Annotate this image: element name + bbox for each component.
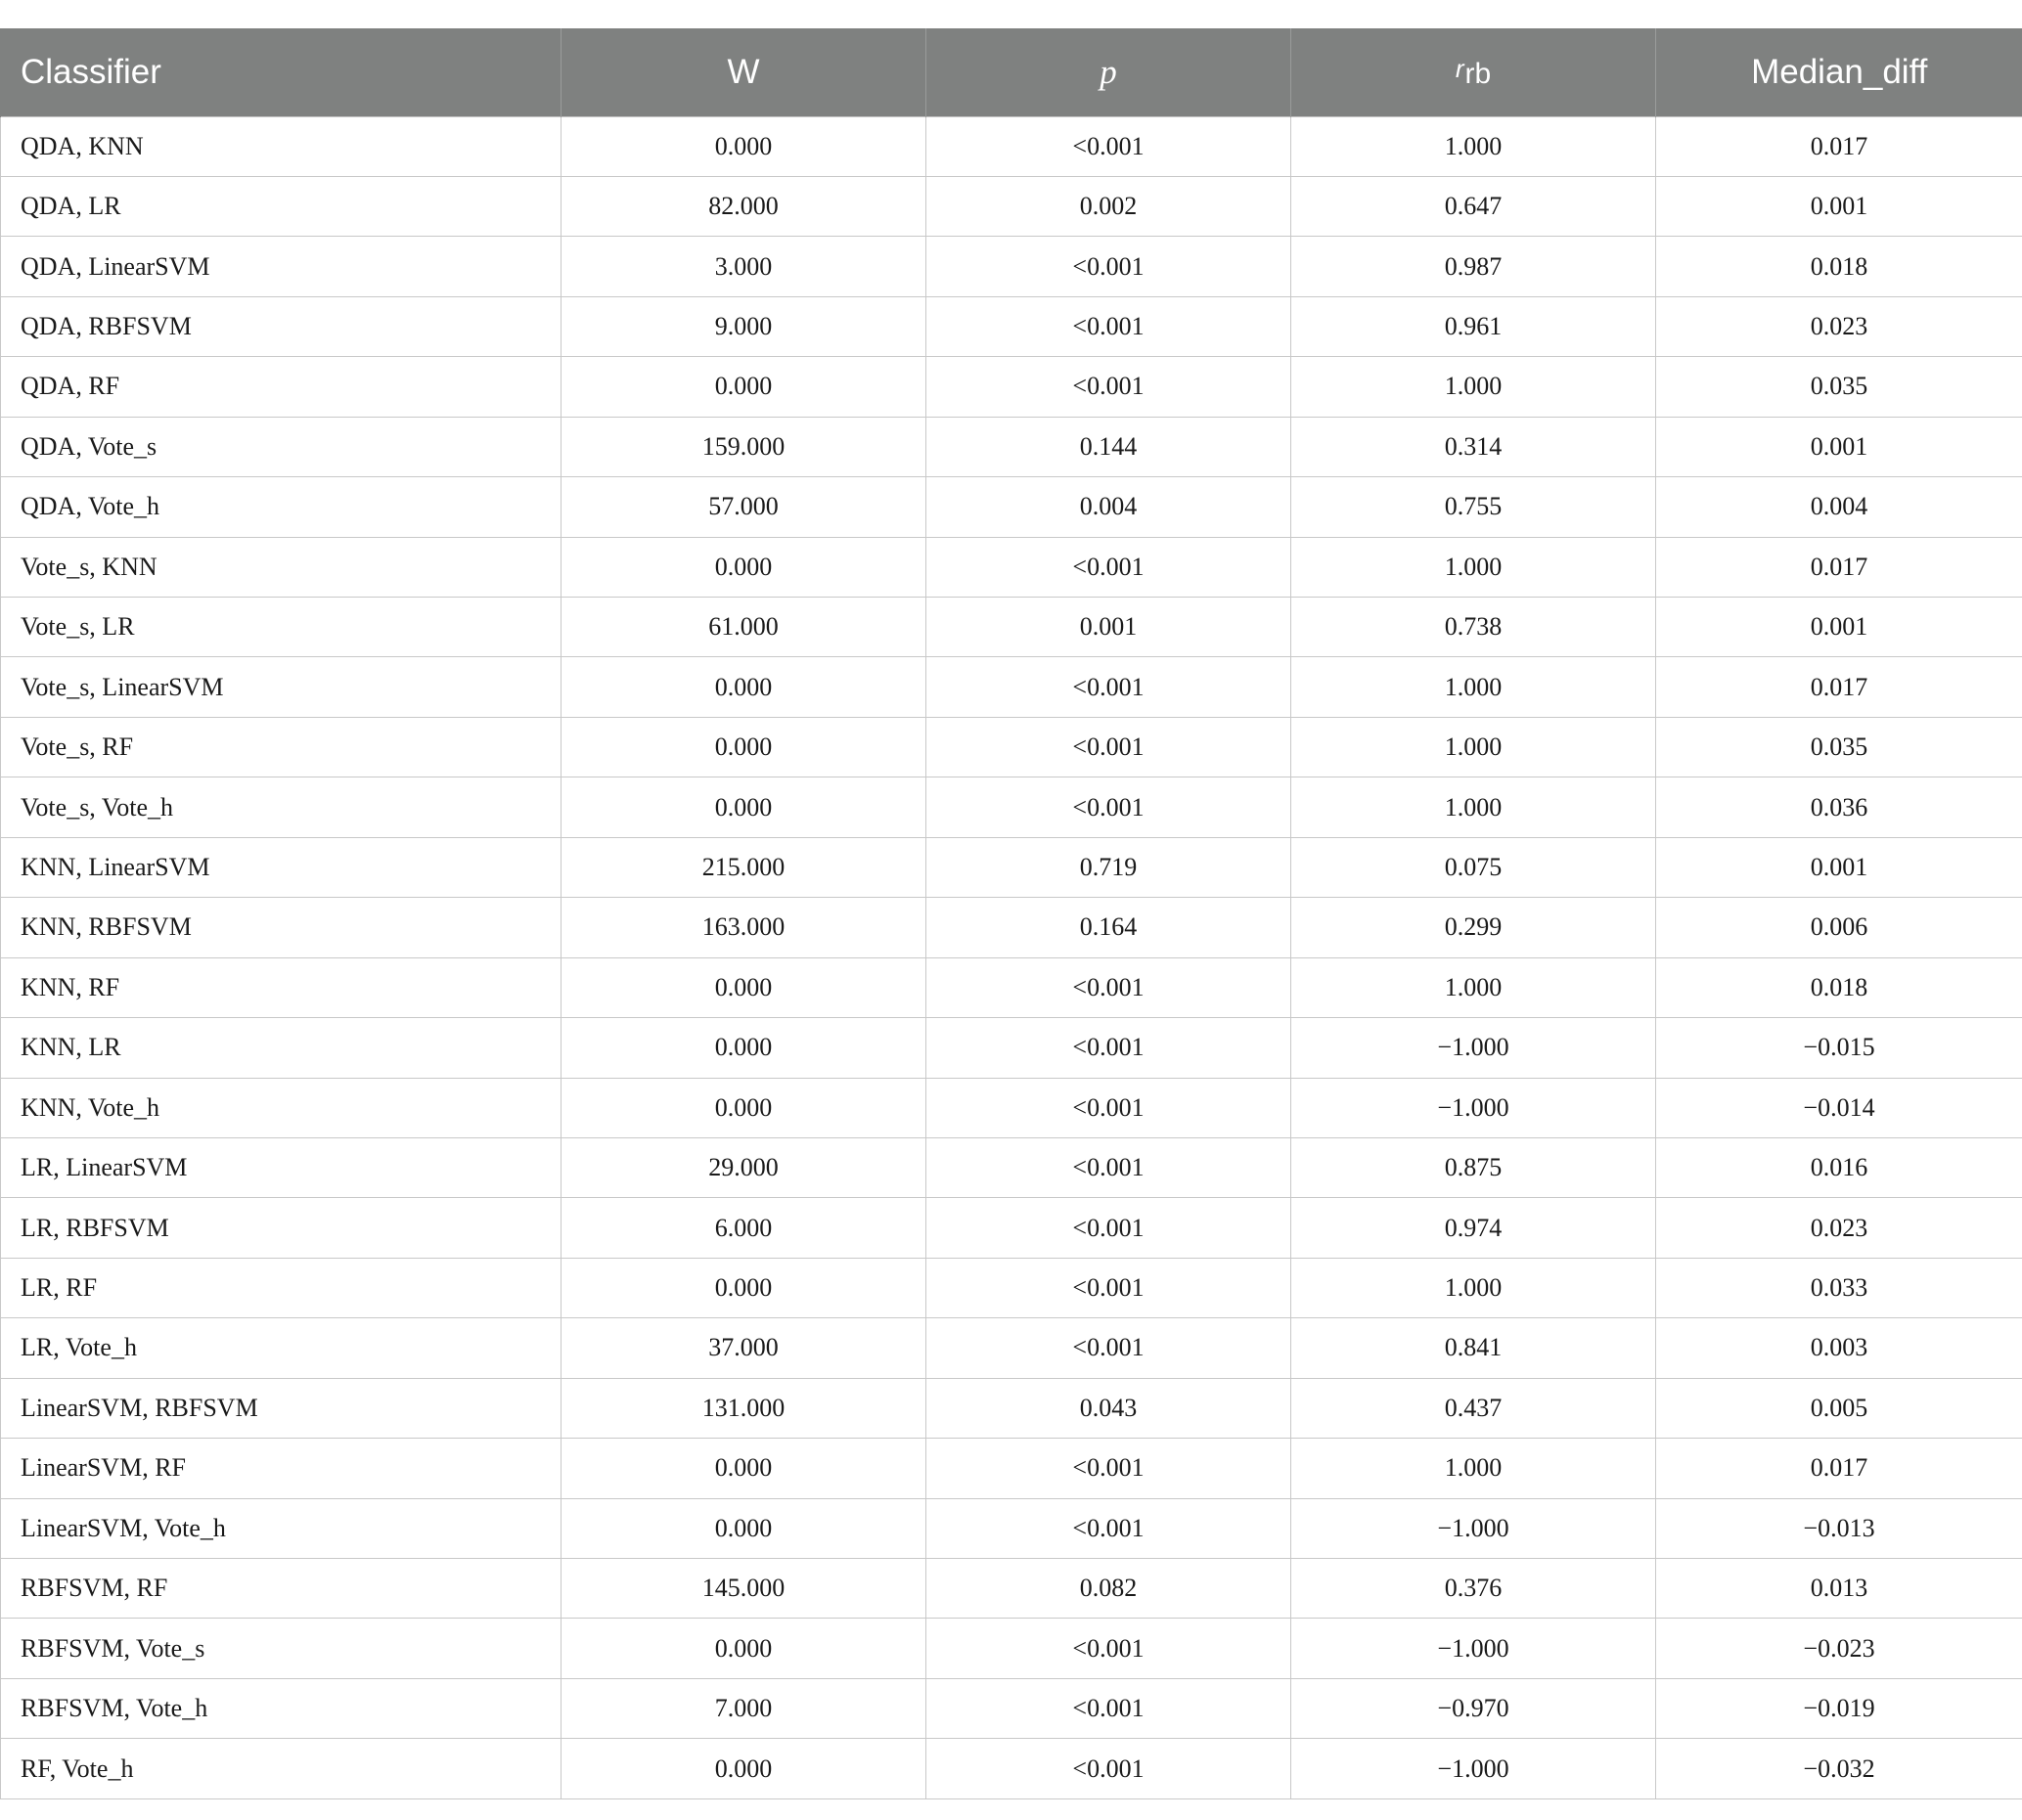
cell-p: <0.001	[926, 237, 1291, 296]
cell-classifier: QDA, LR	[1, 176, 562, 236]
cell-median-diff: 0.001	[1656, 598, 2022, 657]
cell-classifier: QDA, RF	[1, 357, 562, 417]
cell-rrb: 1.000	[1291, 116, 1656, 176]
table-header	[1, 28, 2022, 116]
header-w: W	[562, 28, 926, 116]
cell-w: 0.000	[562, 777, 926, 837]
cell-p: <0.001	[926, 1318, 1291, 1378]
cell-median-diff: −0.019	[1656, 1678, 2022, 1738]
cell-rrb: 0.738	[1291, 598, 1656, 657]
table-row	[1, 116, 2022, 176]
cell-classifier: QDA, Vote_s	[1, 417, 562, 476]
cell-classifier: LR, LinearSVM	[1, 1137, 562, 1197]
cell-p: <0.001	[926, 296, 1291, 356]
cell-w: 159.000	[562, 417, 926, 476]
cell-median-diff: 0.001	[1656, 417, 2022, 476]
cell-median-diff: 0.036	[1656, 777, 2022, 837]
cell-p: <0.001	[926, 1078, 1291, 1137]
cell-p: 0.164	[926, 898, 1291, 957]
cell-rrb: 0.075	[1291, 837, 1656, 897]
cell-w: 37.000	[562, 1318, 926, 1378]
cell-median-diff: 0.018	[1656, 237, 2022, 296]
table-row	[1, 1439, 2022, 1498]
table-row	[1, 1318, 2022, 1378]
cell-classifier: LR, Vote_h	[1, 1318, 562, 1378]
cell-p: 0.043	[926, 1378, 1291, 1438]
table-row	[1, 1258, 2022, 1317]
cell-rrb: −1.000	[1291, 1739, 1656, 1798]
table-row	[1, 777, 2022, 837]
cell-w: 9.000	[562, 296, 926, 356]
cell-w: 0.000	[562, 1619, 926, 1678]
cell-rrb: 1.000	[1291, 657, 1656, 717]
cell-median-diff: −0.015	[1656, 1018, 2022, 1078]
cell-p: 0.719	[926, 837, 1291, 897]
cell-median-diff: 0.006	[1656, 898, 2022, 957]
cell-w: 61.000	[562, 598, 926, 657]
cell-p: 0.004	[926, 477, 1291, 537]
header-row	[1, 28, 2022, 116]
cell-p: <0.001	[926, 537, 1291, 597]
cell-classifier: KNN, Vote_h	[1, 1078, 562, 1137]
cell-classifier: LinearSVM, RBFSVM	[1, 1378, 562, 1438]
cell-classifier: RBFSVM, Vote_h	[1, 1678, 562, 1738]
cell-median-diff: 0.018	[1656, 957, 2022, 1017]
cell-rrb: 0.437	[1291, 1378, 1656, 1438]
cell-w: 0.000	[562, 1439, 926, 1498]
cell-rrb: 1.000	[1291, 1258, 1656, 1317]
results-table-container	[0, 28, 2022, 1799]
cell-median-diff: 0.017	[1656, 537, 2022, 597]
cell-p: <0.001	[926, 1439, 1291, 1498]
cell-w: 0.000	[562, 1739, 926, 1798]
table-row	[1, 1498, 2022, 1558]
cell-rrb: 0.841	[1291, 1318, 1656, 1378]
cell-median-diff: 0.017	[1656, 116, 2022, 176]
cell-median-diff: 0.023	[1656, 1198, 2022, 1258]
table-row	[1, 1378, 2022, 1438]
cell-rrb: 0.376	[1291, 1559, 1656, 1619]
cell-w: 29.000	[562, 1137, 926, 1197]
cell-p: 0.144	[926, 417, 1291, 476]
cell-w: 131.000	[562, 1378, 926, 1438]
cell-classifier: Vote_s, LinearSVM	[1, 657, 562, 717]
cell-classifier: RBFSVM, RF	[1, 1559, 562, 1619]
cell-median-diff: −0.014	[1656, 1078, 2022, 1137]
table-row	[1, 1619, 2022, 1678]
table-body	[1, 116, 2022, 1798]
cell-w: 0.000	[562, 957, 926, 1017]
cell-w: 7.000	[562, 1678, 926, 1738]
table-row	[1, 837, 2022, 897]
cell-p: <0.001	[926, 116, 1291, 176]
cell-w: 0.000	[562, 657, 926, 717]
cell-median-diff: 0.023	[1656, 296, 2022, 356]
cell-classifier: QDA, KNN	[1, 116, 562, 176]
cell-rrb: 0.974	[1291, 1198, 1656, 1258]
table-row	[1, 717, 2022, 777]
cell-classifier: KNN, RF	[1, 957, 562, 1017]
cell-rrb: 0.314	[1291, 417, 1656, 476]
table-row	[1, 537, 2022, 597]
header-rrb-subscript: rb	[1464, 57, 1492, 90]
cell-median-diff: 0.017	[1656, 1439, 2022, 1498]
cell-p: <0.001	[926, 1619, 1291, 1678]
cell-w: 145.000	[562, 1559, 926, 1619]
cell-w: 0.000	[562, 537, 926, 597]
cell-classifier: Vote_s, LR	[1, 598, 562, 657]
cell-p: <0.001	[926, 1137, 1291, 1197]
cell-p: <0.001	[926, 1258, 1291, 1317]
cell-w: 0.000	[562, 717, 926, 777]
cell-p: 0.082	[926, 1559, 1291, 1619]
cell-rrb: 1.000	[1291, 357, 1656, 417]
cell-classifier: LR, RF	[1, 1258, 562, 1317]
cell-rrb: 1.000	[1291, 537, 1656, 597]
cell-rrb: −1.000	[1291, 1619, 1656, 1678]
table-row	[1, 1559, 2022, 1619]
cell-p: <0.001	[926, 1739, 1291, 1798]
cell-w: 215.000	[562, 837, 926, 897]
cell-rrb: 0.987	[1291, 237, 1656, 296]
table-row	[1, 237, 2022, 296]
cell-classifier: KNN, LinearSVM	[1, 837, 562, 897]
cell-rrb: 0.875	[1291, 1137, 1656, 1197]
table-row	[1, 1678, 2022, 1738]
cell-w: 0.000	[562, 116, 926, 176]
cell-p: <0.001	[926, 717, 1291, 777]
cell-rrb: 0.961	[1291, 296, 1656, 356]
table-row	[1, 176, 2022, 236]
cell-median-diff: 0.001	[1656, 176, 2022, 236]
table-row	[1, 477, 2022, 537]
cell-p: <0.001	[926, 1018, 1291, 1078]
cell-w: 3.000	[562, 237, 926, 296]
cell-p: <0.001	[926, 957, 1291, 1017]
cell-p: <0.001	[926, 357, 1291, 417]
table-row	[1, 1078, 2022, 1137]
cell-w: 6.000	[562, 1198, 926, 1258]
cell-w: 163.000	[562, 898, 926, 957]
cell-median-diff: 0.035	[1656, 717, 2022, 777]
table-row	[1, 296, 2022, 356]
cell-median-diff: 0.035	[1656, 357, 2022, 417]
wilcoxon-results-table	[0, 28, 2022, 1799]
table-row	[1, 1739, 2022, 1798]
table-row	[1, 657, 2022, 717]
cell-w: 0.000	[562, 1078, 926, 1137]
cell-classifier: RBFSVM, Vote_s	[1, 1619, 562, 1678]
cell-classifier: Vote_s, Vote_h	[1, 777, 562, 837]
cell-w: 82.000	[562, 176, 926, 236]
header-p: p	[926, 28, 1291, 116]
header-rrb	[1291, 28, 1656, 116]
cell-classifier: KNN, RBFSVM	[1, 898, 562, 957]
cell-rrb: −1.000	[1291, 1078, 1656, 1137]
cell-w: 0.000	[562, 357, 926, 417]
cell-median-diff: 0.003	[1656, 1318, 2022, 1378]
cell-rrb: 1.000	[1291, 717, 1656, 777]
cell-p: <0.001	[926, 1198, 1291, 1258]
cell-rrb: 0.647	[1291, 176, 1656, 236]
cell-p: 0.002	[926, 176, 1291, 236]
cell-median-diff: −0.032	[1656, 1739, 2022, 1798]
header-classifier: Classifier	[1, 28, 562, 116]
table-row	[1, 1198, 2022, 1258]
cell-classifier: RF, Vote_h	[1, 1739, 562, 1798]
cell-median-diff: 0.016	[1656, 1137, 2022, 1197]
cell-rrb: −0.970	[1291, 1678, 1656, 1738]
cell-classifier: QDA, Vote_h	[1, 477, 562, 537]
cell-rrb: 1.000	[1291, 1439, 1656, 1498]
header-median-diff: Median_diff	[1656, 28, 2022, 116]
cell-p: <0.001	[926, 1678, 1291, 1738]
table-row	[1, 357, 2022, 417]
cell-rrb: 0.755	[1291, 477, 1656, 537]
cell-p: 0.001	[926, 598, 1291, 657]
cell-classifier: LR, RBFSVM	[1, 1198, 562, 1258]
cell-w: 0.000	[562, 1498, 926, 1558]
cell-median-diff: 0.004	[1656, 477, 2022, 537]
cell-classifier: LinearSVM, Vote_h	[1, 1498, 562, 1558]
cell-classifier: QDA, RBFSVM	[1, 296, 562, 356]
header-rrb-symbol: r	[1455, 53, 1464, 83]
cell-median-diff: 0.005	[1656, 1378, 2022, 1438]
cell-w: 0.000	[562, 1018, 926, 1078]
cell-median-diff: 0.033	[1656, 1258, 2022, 1317]
cell-rrb: −1.000	[1291, 1018, 1656, 1078]
cell-classifier: Vote_s, RF	[1, 717, 562, 777]
cell-median-diff: 0.001	[1656, 837, 2022, 897]
cell-classifier: LinearSVM, RF	[1, 1439, 562, 1498]
table-row	[1, 417, 2022, 476]
cell-p: <0.001	[926, 1498, 1291, 1558]
cell-median-diff: −0.023	[1656, 1619, 2022, 1678]
cell-rrb: −1.000	[1291, 1498, 1656, 1558]
table-row	[1, 957, 2022, 1017]
cell-w: 57.000	[562, 477, 926, 537]
cell-classifier: Vote_s, KNN	[1, 537, 562, 597]
table-row	[1, 1137, 2022, 1197]
table-row	[1, 598, 2022, 657]
cell-median-diff: 0.017	[1656, 657, 2022, 717]
table-row	[1, 898, 2022, 957]
cell-w: 0.000	[562, 1258, 926, 1317]
cell-p: <0.001	[926, 777, 1291, 837]
cell-classifier: QDA, LinearSVM	[1, 237, 562, 296]
cell-rrb: 1.000	[1291, 957, 1656, 1017]
table-row	[1, 1018, 2022, 1078]
cell-rrb: 0.299	[1291, 898, 1656, 957]
cell-median-diff: 0.013	[1656, 1559, 2022, 1619]
cell-classifier: KNN, LR	[1, 1018, 562, 1078]
cell-median-diff: −0.013	[1656, 1498, 2022, 1558]
cell-rrb: 1.000	[1291, 777, 1656, 837]
cell-p: <0.001	[926, 657, 1291, 717]
